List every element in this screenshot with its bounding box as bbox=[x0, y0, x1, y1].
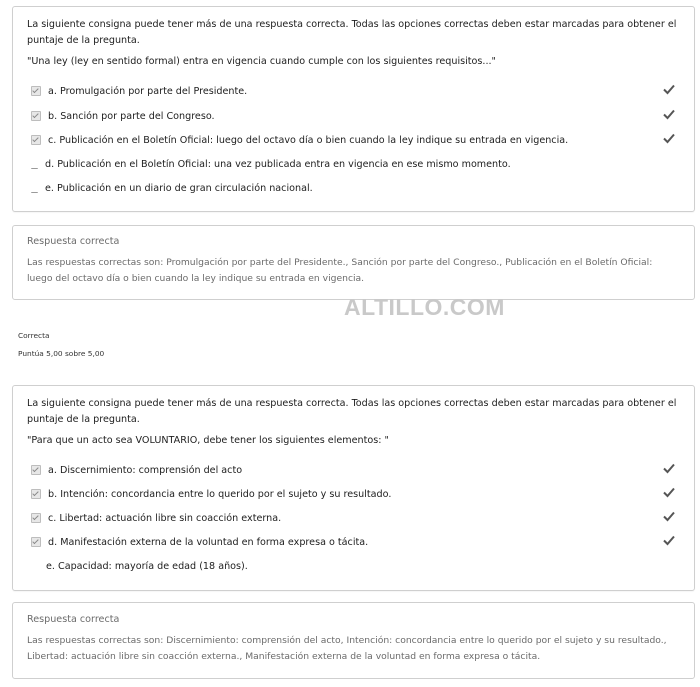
feedback-title: Respuesta correcta bbox=[27, 236, 120, 247]
question-1-option-e[interactable] bbox=[31, 180, 680, 196]
checkbox-checked-icon[interactable] bbox=[31, 86, 41, 96]
correct-check-icon bbox=[662, 131, 676, 145]
option-label: b. Sanción por parte del Congreso. bbox=[48, 110, 215, 122]
question-score: Puntúa 5,00 sobre 5,00 bbox=[18, 349, 105, 358]
checkbox-checked-icon[interactable] bbox=[31, 489, 41, 499]
question-1-instructions: La siguiente consigna puede tener más de una respuesta correcta. Todas las opciones correctas deben estar marcadas para obtener el puntaje de la pregunta. bbox=[27, 19, 677, 46]
feedback-title: Respuesta correcta bbox=[27, 614, 120, 625]
option-label: e. Publicación en un diario de gran circulación nacional. bbox=[45, 182, 313, 194]
checkbox-checked-icon[interactable] bbox=[31, 537, 41, 547]
option-label: e. Capacidad: mayoría de edad (18 años). bbox=[46, 560, 248, 572]
checkbox-checked-icon[interactable] bbox=[31, 135, 41, 145]
checkbox-unchecked-icon[interactable] bbox=[31, 190, 38, 193]
checkbox-unchecked-icon[interactable] bbox=[31, 562, 39, 570]
question-2-instructions: La siguiente consigna puede tener más de una respuesta correcta. Todas las opciones correctas deben estar marcadas para obtener el puntaje de la pregunta. bbox=[27, 398, 677, 425]
checkbox-checked-icon[interactable] bbox=[31, 111, 41, 121]
question-1-option-d[interactable] bbox=[31, 156, 680, 172]
question-2-feedback bbox=[12, 602, 695, 679]
question-2-option-e[interactable] bbox=[31, 558, 680, 574]
question-1-card bbox=[12, 6, 695, 212]
option-label: d. Manifestación externa de la voluntad en forma expresa o tácita. bbox=[48, 536, 369, 548]
feedback-text: Las respuestas correctas son: Discernimiento: comprensión del acto, Intención: concordancia entre lo querido por el sujeto y su resultado., Libertad: actuación libre sin coacción externa., Manifestación externa de la voluntad en forma expresa o tácita. bbox=[27, 635, 667, 662]
correct-check-icon bbox=[662, 82, 676, 96]
correct-check-icon bbox=[662, 107, 676, 121]
option-label: a. Discernimiento: comprensión del acto bbox=[48, 464, 243, 476]
checkbox-checked-icon[interactable] bbox=[31, 465, 41, 475]
option-label: b. Intención: concordancia entre lo querido por el sujeto y su resultado. bbox=[48, 488, 392, 500]
correct-check-icon bbox=[662, 533, 676, 547]
question-2-stem: "Para que un acto sea VOLUNTARIO, debe tener los siguientes elementos: " bbox=[27, 435, 389, 446]
option-label: c. Publicación en el Boletín Oficial: luego del octavo día o bien cuando la ley indique su entrada en vigencia. bbox=[48, 134, 569, 146]
option-label: a. Promulgación por parte del Presidente. bbox=[48, 85, 248, 97]
question-2-option-a[interactable] bbox=[31, 462, 680, 478]
option-label: d. Publicación en el Boletín Oficial: una vez publicada entra en vigencia en ese mismo momento. bbox=[45, 158, 511, 170]
question-2-option-c[interactable] bbox=[31, 510, 680, 526]
feedback-text: Las respuestas correctas son: Promulgación por parte del Presidente., Sanción por parte del Congreso., Publicación en el Boletín Oficial: luego del octavo día o bien cuando la ley indique su entrada en vigencia. bbox=[27, 257, 653, 284]
correct-check-icon bbox=[662, 461, 676, 475]
checkbox-unchecked-icon[interactable] bbox=[31, 166, 38, 169]
option-label: c. Libertad: actuación libre sin coacción externa. bbox=[48, 512, 282, 524]
question-2-option-b[interactable] bbox=[31, 486, 680, 502]
question-2-option-d[interactable] bbox=[31, 534, 680, 550]
correct-check-icon bbox=[662, 509, 676, 523]
question-1-stem: "Una ley (ley en sentido formal) entra en vigencia cuando cumple con los siguientes requisitos..." bbox=[27, 56, 496, 67]
question-1-option-c[interactable] bbox=[31, 132, 680, 148]
question-2-card bbox=[12, 385, 695, 591]
checkbox-checked-icon[interactable] bbox=[31, 513, 41, 523]
question-1-option-a[interactable] bbox=[31, 83, 680, 99]
question-state: Correcta bbox=[18, 331, 50, 340]
question-1-option-b[interactable] bbox=[31, 108, 680, 124]
correct-check-icon bbox=[662, 485, 676, 499]
watermark: ALTILLO.COM bbox=[344, 294, 505, 320]
question-1-feedback bbox=[12, 225, 695, 300]
